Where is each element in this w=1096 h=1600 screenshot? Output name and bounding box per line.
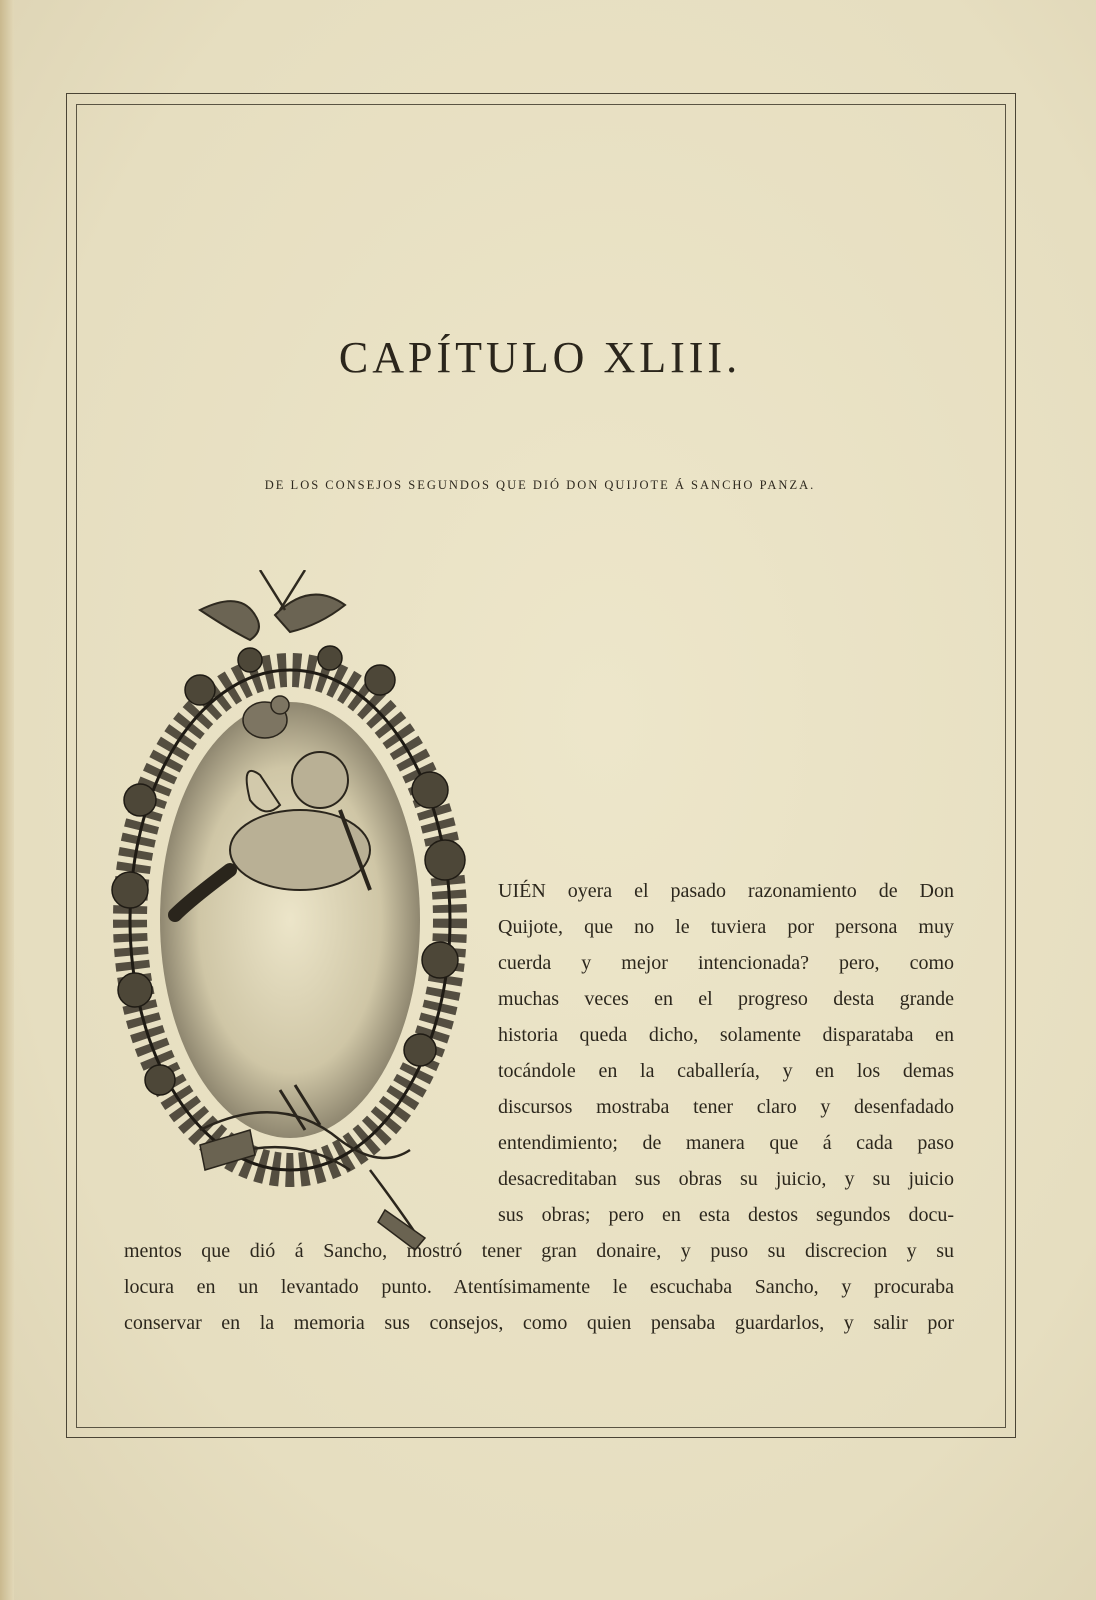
- text-line: Quijote, que no le tuviera por persona muy: [498, 916, 954, 938]
- text-line: UIÉN oyera el pasado razonamiento de Don: [498, 880, 954, 902]
- text-line: discursos mostraba tener claro y desenfadado: [498, 1096, 954, 1118]
- text-line: mentos que dió á Sancho, mostró tener gran donaire, y puso su discrecion y su: [124, 1240, 954, 1262]
- text-line: historia queda dicho, solamente disparataba en: [498, 1024, 954, 1046]
- chapter-subtitle: DE LOS CONSEJOS SEGUNDOS QUE DIÓ DON QUIJOTE Á SANCHO PANZA.: [264, 478, 816, 492]
- chapter-title: CAPÍTULO XLIII.: [338, 333, 742, 382]
- text-line: tocándole en la caballería, y en los demas: [498, 1060, 954, 1082]
- text-line: sus obras; pero en esta destos segundos docu-: [498, 1204, 954, 1226]
- text-line: entendimiento; de manera que á cada paso: [498, 1132, 954, 1154]
- text-line: desacreditaban sus obras su juicio, y su juicio: [498, 1168, 954, 1190]
- doves-icon: [200, 570, 345, 640]
- text-line: conservar en la memoria sus consejos, como quien pensaba guardarlos, y salir por: [124, 1312, 954, 1334]
- text-line: locura en un levantado punto. Atentísimamente le escuchaba Sancho, y procuraba: [124, 1276, 954, 1298]
- text-line: cuerda y mejor intencionada? pero, como: [498, 952, 954, 974]
- text-line: muchas veces en el progreso desta grande: [498, 988, 954, 1010]
- page-spine-edge: [0, 0, 14, 1600]
- cherub-wreath-engraving-icon: [80, 570, 500, 1260]
